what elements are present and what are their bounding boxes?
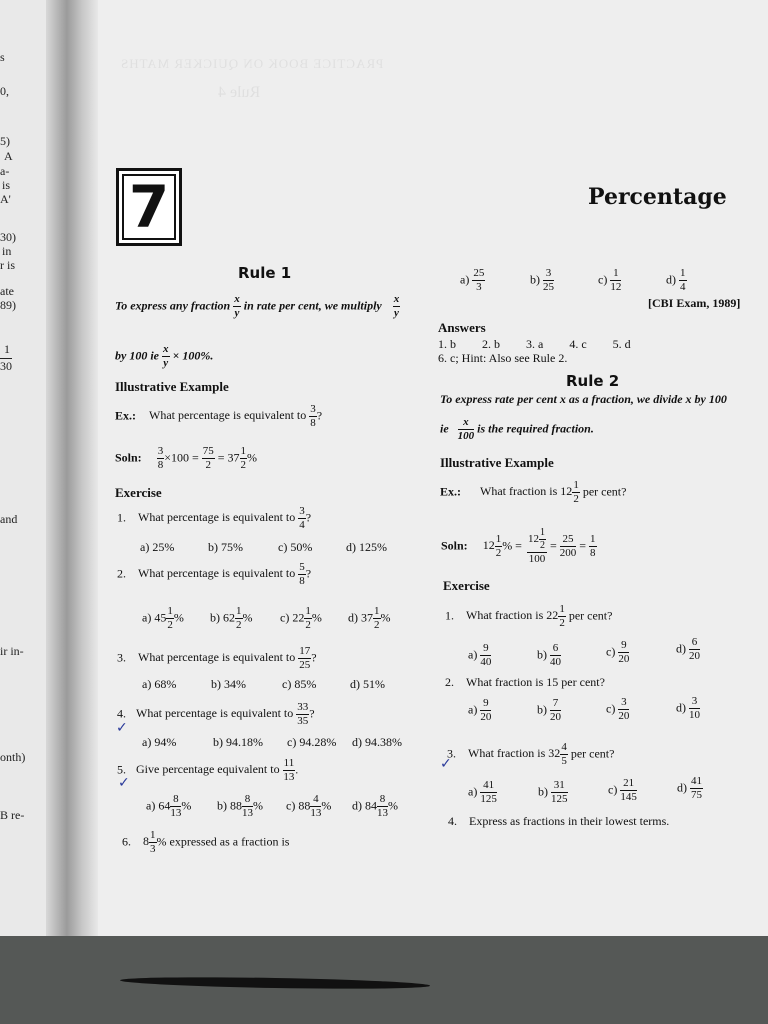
fraction: $\frac{1}{2}$ — [240, 445, 247, 471]
fraction: $\frac{33}{35}$ — [297, 701, 309, 727]
bleed-text: s — [0, 50, 5, 64]
fraction: $\frac{x}{y}$ — [393, 293, 400, 319]
book-gutter — [46, 0, 98, 940]
fraction: $\frac{17}{25}$ — [299, 645, 311, 671]
question: 5. Give percentage equivalent to $\frac{11}{13}$ . — [117, 757, 299, 783]
bleed-text: 30) — [0, 230, 16, 244]
fraction: $\frac{75}{2}$ — [202, 445, 214, 471]
bleed-text: 0, — [0, 84, 9, 98]
chapter-number: 7 — [122, 174, 176, 240]
show-through-header: PRACTICE BOOK ON QUICKER MATHS — [120, 56, 384, 71]
option: b) $\frac{6}{40}$ — [537, 642, 561, 668]
option: a) $\frac{9}{40}$ — [468, 642, 492, 668]
chapter-title: Percentage — [588, 184, 727, 210]
fraction: $\frac{3}{8}$ — [157, 445, 164, 471]
ex-label: Ex.: — [115, 408, 136, 423]
rule1-statement-2 — [115, 344, 213, 369]
fraction: $\frac{11}{13}$ — [283, 757, 295, 783]
option: d) $\frac{41}{75}$ — [677, 775, 702, 801]
bleed-text: 89) — [0, 298, 16, 312]
fraction: $\frac{5}{8}$ — [299, 561, 305, 587]
option: c) 88 $\frac{4}{13}$ % — [286, 793, 332, 819]
question: 1. What fraction is 22 $\frac{1}{2}$ per cent? — [445, 603, 613, 629]
chapter-number-box — [116, 168, 182, 246]
rule2-statement-2: ie $\frac{x}{100}$ is the required fraction. — [440, 416, 594, 442]
bleed-text: ir in- — [0, 644, 24, 658]
answers-heading: Answers — [438, 320, 486, 335]
option: d) $\frac{6}{20}$ — [676, 636, 700, 662]
left-solution: Soln: $\frac{3}{8}$ ×100 = $\frac{75}{2}$ = 37 $\frac{1}{2}$ % — [115, 445, 258, 471]
answers-hint: 6. c; Hint: Also see Rule 2. — [438, 351, 568, 365]
option: c) $\frac{9}{20}$ — [606, 639, 630, 665]
question: 3. What percentage is equivalent to $\frac{17}{25}$ ? — [117, 645, 317, 671]
fraction: $\frac{3}{8}$ — [310, 403, 316, 429]
right-example: Ex.: What fraction is 12 $\frac{1}{2}$ per cent? — [440, 479, 627, 505]
exercise-heading: Exercise — [115, 485, 162, 500]
question: 4. What percentage is equivalent to $\frac{33}{35}$ ? — [117, 701, 315, 727]
rule1-text-b: in rate per cent, we multiply — [243, 298, 382, 313]
bleed-text: and — [0, 512, 18, 526]
option: a) 25% — [140, 540, 175, 554]
fraction: $\frac{3}{4}$ — [299, 505, 305, 531]
option: c) 94.28% — [287, 735, 337, 749]
illustrative-heading: Illustrative Example — [440, 455, 554, 470]
option: b) 94.18% — [213, 735, 263, 749]
option: d) 51% — [350, 677, 385, 691]
question: 1. What percentage is equivalent to $\frac{3}{4}$ ? — [117, 505, 312, 531]
option: a) 68% — [142, 677, 177, 691]
pen-mark-icon: ✓ — [440, 756, 452, 772]
bleed-text: in — [2, 244, 12, 258]
bleed-text: A' — [0, 192, 11, 206]
option: c) 50% — [278, 540, 313, 554]
question: 6. 8 $\frac{1}{3}$ % expressed as a fraction is — [122, 829, 290, 855]
question: 4. Express as fractions in their lowest terms. — [448, 814, 670, 828]
bleed-text: 1 — [4, 342, 10, 356]
option: b) 62 $\frac{1}{2}$ % — [210, 605, 253, 631]
bleed-text: r is — [0, 258, 15, 272]
bleed-text: ate — [0, 284, 14, 298]
pen-mark-icon: ✓ — [116, 720, 128, 736]
option: b) 75% — [208, 540, 243, 554]
left-example: Ex.: What percentage is equivalent to $\frac{3}{8}$ ? — [115, 403, 323, 429]
exercise-heading: Exercise — [443, 578, 490, 593]
pen-mark-icon: ✓ — [118, 775, 130, 791]
rule1-heading: Rule 1 — [238, 264, 292, 282]
bleed-text: is — [2, 178, 11, 192]
answers-row: 1. b 2. b 3. a 4. c 5. d — [438, 337, 631, 351]
ex-text: What percentage is equivalent to — [149, 408, 307, 423]
option: a) $\frac{25}{3}$ — [460, 267, 485, 293]
rule1-statement — [115, 294, 400, 319]
bleed-text: B re- — [0, 808, 25, 822]
illustrative-heading: Illustrative Example — [115, 379, 229, 394]
rule2-heading: Rule 2 — [566, 372, 620, 390]
option: d) $\frac{1}{4}$ — [666, 267, 686, 293]
option: c) $\frac{3}{20}$ — [606, 696, 630, 722]
option: b) 88 $\frac{8}{13}$ % — [217, 793, 263, 819]
bleed-text: a- — [0, 164, 10, 178]
option: d) 94.38% — [352, 735, 402, 749]
rule2-statement: To express rate per cent x as a fraction, we divide x by 100 — [440, 392, 727, 406]
option: a) $\frac{41}{125}$ — [468, 779, 497, 805]
question: 2. What percentage is equivalent to $\frac{5}{8}$ ? — [117, 561, 312, 587]
option: a) 64 $\frac{8}{13}$ % — [146, 793, 192, 819]
option: b) $\frac{7}{20}$ — [537, 697, 561, 723]
question: 3. What fraction is 32 $\frac{4}{5}$ per cent? — [447, 741, 615, 767]
option: a) $\frac{9}{20}$ — [468, 697, 492, 723]
option: c) 22 $\frac{1}{2}$ % — [280, 605, 322, 631]
right-solution: Soln: 12 $\frac{1}{2}$ % = 12 $\frac{1}{2}$ 100 = $\frac{25}{200}$ = $\frac{1}{8}$ — [441, 527, 596, 565]
option: b) $\frac{31}{125}$ — [538, 779, 568, 805]
option: c) $\frac{21}{145}$ — [608, 777, 637, 803]
option: b) $\frac{3}{25}$ — [530, 267, 554, 293]
fraction: $\frac{x}{y}$ — [234, 293, 240, 319]
option: d) 37 $\frac{1}{2}$ % — [348, 605, 391, 631]
rule1-text-c: by 100 ie — [115, 348, 159, 363]
option: d) $\frac{3}{10}$ — [676, 695, 700, 721]
scanner-background — [0, 936, 768, 1024]
rule1-text-a: To express any fraction — [115, 298, 231, 313]
option: a) 94% — [142, 735, 177, 749]
bleed-text: 30 — [0, 359, 12, 373]
show-through-rule: Rule 4 — [218, 84, 261, 101]
bleed-text: 5) — [0, 134, 10, 148]
question: 2. What fraction is 15 per cent? — [445, 675, 605, 689]
exam-reference: [CBI Exam, 1989] — [648, 296, 741, 310]
option: a) 45 $\frac{1}{2}$ % — [142, 605, 184, 631]
option: d) 125% — [346, 540, 387, 554]
option: c) 85% — [282, 677, 317, 691]
bleed-text: onth) — [0, 750, 26, 764]
soln-label: Soln: — [115, 450, 142, 465]
option: b) 34% — [211, 677, 246, 691]
bleed-text: A — [4, 149, 13, 163]
fraction: $\frac{x}{y}$ — [163, 343, 169, 369]
rule1-text-d: × 100%. — [172, 348, 214, 363]
option: c) $\frac{1}{12}$ — [598, 267, 622, 293]
option: d) 84 $\frac{8}{13}$ % — [352, 793, 398, 819]
